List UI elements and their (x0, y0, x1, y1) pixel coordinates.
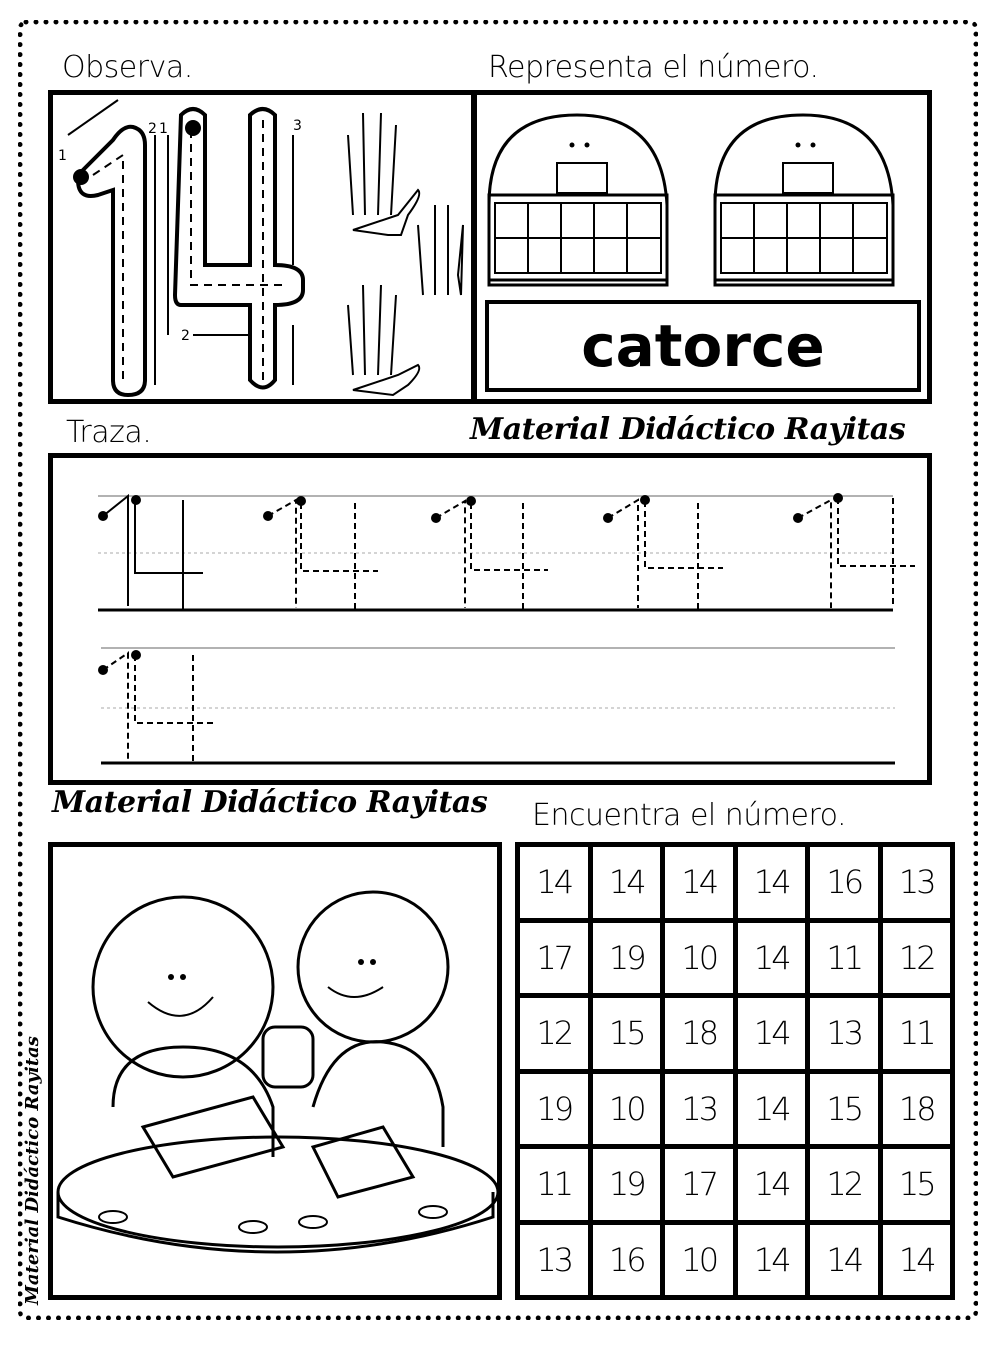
grid-cell[interactable]: 14 (520, 847, 588, 918)
grid-cell[interactable]: 11 (883, 998, 951, 1069)
observe-label: Observa. (62, 50, 193, 85)
grid-cell[interactable]: 15 (883, 1149, 951, 1220)
side-brand-watermark: Material Didáctico Rayitas (22, 1036, 43, 1305)
grid-cell[interactable]: 11 (520, 1149, 588, 1220)
grid-cell[interactable]: 14 (665, 847, 733, 918)
grid-cell[interactable]: 14 (593, 847, 661, 918)
cat-ten-frames-icon (477, 95, 927, 305)
grid-cell[interactable]: 10 (665, 923, 733, 994)
tracing-lines-icon (53, 458, 927, 780)
grid-cell[interactable]: 19 (520, 1074, 588, 1145)
svg-text:2: 2 (148, 121, 157, 137)
grid-cell[interactable]: 16 (593, 1225, 661, 1296)
grid-cell[interactable]: 14 (810, 1225, 878, 1296)
grid-cell[interactable]: 14 (738, 923, 806, 994)
grid-cell[interactable]: 11 (810, 923, 878, 994)
grid-cell[interactable]: 12 (810, 1149, 878, 1220)
grid-cell[interactable]: 10 (665, 1225, 733, 1296)
tracing-panel[interactable] (48, 453, 932, 785)
grid-cell[interactable]: 13 (810, 998, 878, 1069)
grid-cell[interactable]: 15 (593, 998, 661, 1069)
picture-panel (48, 842, 502, 1300)
grid-cell[interactable]: 13 (883, 847, 951, 918)
represent-panel (472, 90, 932, 404)
grid-cell[interactable]: 14 (738, 1225, 806, 1296)
grid-cell[interactable]: 15 (810, 1074, 878, 1145)
number-14-tracing-icon (53, 95, 471, 399)
grid-cell[interactable]: 19 (593, 1149, 661, 1220)
svg-text:1: 1 (159, 121, 168, 137)
svg-text:3: 3 (293, 118, 302, 134)
grid-cell[interactable]: 14 (738, 998, 806, 1069)
number-word: catorce (581, 312, 825, 380)
brand-watermark: Material Didáctico Rayitas (470, 412, 906, 447)
grid-cell[interactable]: 14 (738, 1074, 806, 1145)
grid-cell[interactable]: 18 (665, 998, 733, 1069)
grid-cell[interactable]: 12 (520, 998, 588, 1069)
number-word-box (485, 300, 921, 392)
svg-text:1: 1 (58, 148, 67, 164)
find-label: Encuentra el número. (532, 798, 847, 833)
represent-label: Representa el número. (488, 50, 819, 85)
observe-panel (48, 90, 476, 404)
grid-cell[interactable]: 13 (520, 1225, 588, 1296)
grid-cell[interactable]: 17 (520, 923, 588, 994)
grid-cell[interactable]: 16 (810, 847, 878, 918)
grid-cell[interactable]: 14 (738, 1149, 806, 1220)
grid-cell[interactable]: 19 (593, 923, 661, 994)
grid-cell[interactable]: 12 (883, 923, 951, 994)
grid-cell[interactable]: 14 (738, 847, 806, 918)
grid-cell[interactable]: 14 (883, 1225, 951, 1296)
brand-watermark-2: Material Didáctico Rayitas (52, 785, 488, 820)
number-search-grid (515, 842, 955, 1300)
svg-text:2: 2 (181, 328, 190, 344)
grid-cell[interactable]: 17 (665, 1149, 733, 1220)
children-playing-illustration-icon (53, 847, 497, 1295)
grid-cell[interactable]: 18 (883, 1074, 951, 1145)
trace-label: Traza. (66, 415, 152, 450)
grid-cell[interactable]: 13 (665, 1074, 733, 1145)
grid-cell[interactable]: 10 (593, 1074, 661, 1145)
